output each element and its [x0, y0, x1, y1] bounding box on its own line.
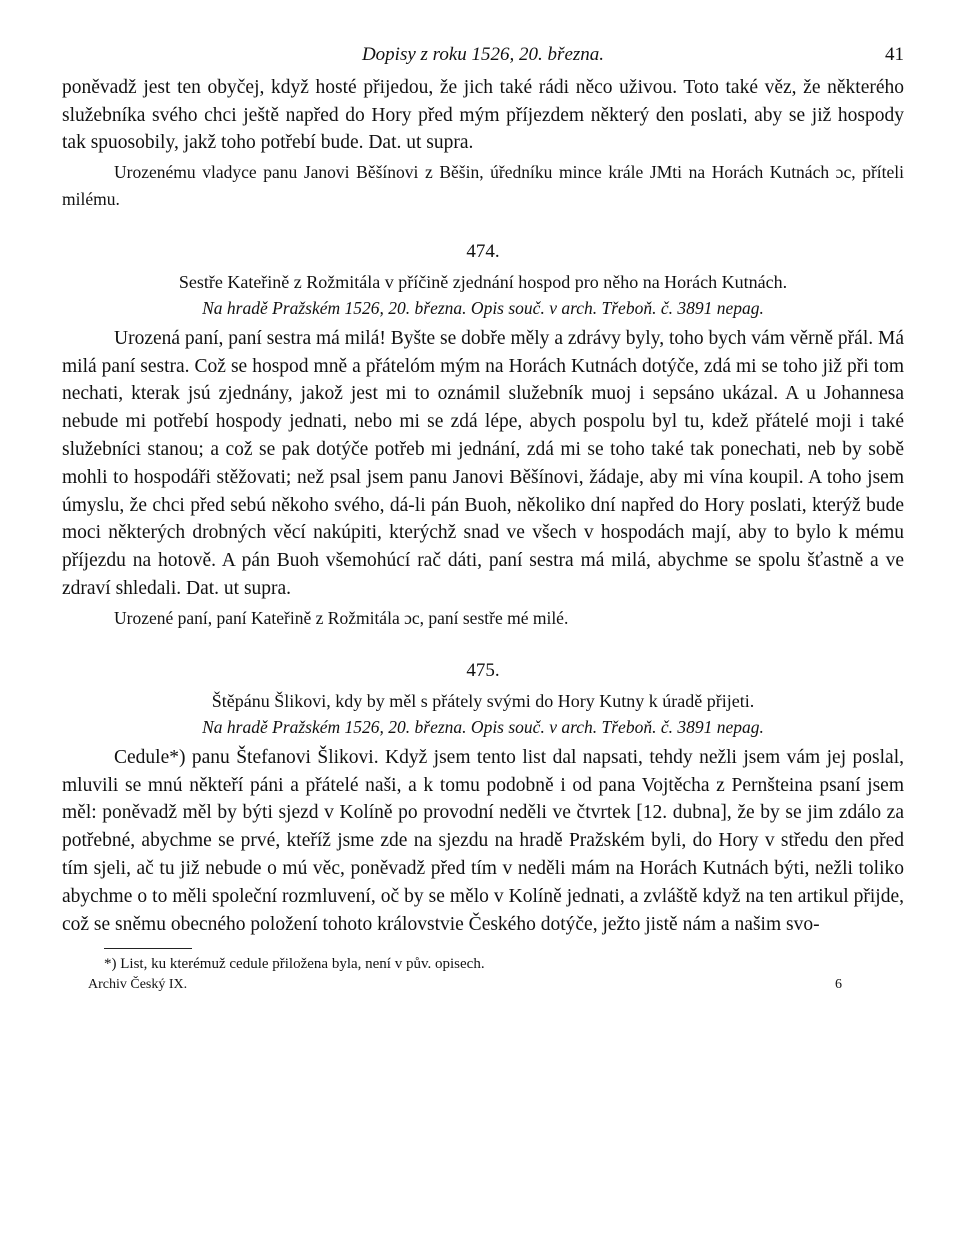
footnote: *) List, ku kterémuž cedule přiložena byla, není v pův. opisech. — [104, 956, 485, 973]
page-number: 41 — [885, 44, 904, 65]
letter-475-text: Cedule*) panu Štefanovi Šlikovi. Když jsem tento list dal napsati, tehdy nežli jsem vám jej poslal, mluvili se mnú někteří páni a přátelé naši, a k tomu podobně i od pana Vojtěcha z Pernšteina psaní jsem měl: poněvadž měl by býti sjezd v Kolíně po provodní neděli ve čtvrtek [12. dubna], že by se jim zdálo za potřebné, abychme se prvé, kteříž jsme zde na sjezdu na hradě Pražském byli, do Hory v středu den před tím sjeli, ač tu již nebude o mú věc, poněvadž před tím v neděli mám na Horách Kutnách býti, nežli toliko abychme o to měli společní rozmluvení, oč by se mělo v Kolíně jednati, a zvláště když na ten artikul přijde, což se sněmu obecného položení tohoto královstvie Českého dotýče, ježto jistě nám a našim svo- — [62, 746, 904, 935]
signature-title: Archiv Český IX. — [88, 977, 188, 993]
letter-474-number: 474. — [466, 240, 500, 262]
letter-474-summary: Sestře Kateřině z Rožmitála v příčině zjednání hospod pro něho na Horách Kutnách. — [178, 271, 788, 292]
letter-475-number: 475. — [466, 659, 500, 681]
letter-475-summary: Štěpánu Šlikovi, kdy by měl s přátely svými do Hory Kutny k úradě přijeti. — [211, 690, 755, 711]
letter-474-source: Na hradě Pražském 1526, 20. března. Opis souč. v arch. Třeboň. č. 3891 nepag. — [202, 297, 764, 318]
running-title: Dopisy z roku 1526, 20. března. — [361, 44, 605, 65]
printer-signature — [62, 977, 904, 1001]
letter-475-source: Na hradě Pražském 1526, 20. března. Opis souč. v arch. Třeboň. č. 3891 nepag. — [202, 716, 764, 737]
page-header — [62, 38, 904, 74]
signature-number: 6 — [835, 977, 842, 993]
letter-474-address: Urozené paní, paní Kateřině z Rožmitála ɔc, paní sestře mé milé. — [114, 607, 569, 628]
continuation-paragraph: poněvadž jest ten obyčej, když hosté přijedou, že jich také rádi něco uživou. Toto také věz, že některého služebníka svého chci ještě napřed do Hory před mým příjezdem některý den poslati, aby se již hospody tak spuosobily, jakž toho potřebí bude. Dat. ut supra. — [62, 77, 904, 154]
footnote-divider — [104, 948, 192, 949]
document-page — [62, 38, 904, 1001]
letter-474-text: Urozená paní, paní sestra má milá! Byšte se dobře měly a zdrávy byly, toho bych vám věrně přál. Má milá paní sestra. Což se hospod mně a přátelóm mým na Horách Kutnách dotýče, zdá mi se toho již při tom nechati, kterak jsú zjednány, jakož jest mi to oznámil služebník muoj i sepsáno ukázal. A u Johannesa nebude mi potřebí hospody jednati, nebo mi se zdá lépe, abych pospolu byl tu, kdež přátelé moji i také služebníci stanou; a což se pak dotýče potřeb mi jednání, zdá mi se toho také tak ponechati, neb by sobě mohli to hospodáři stěžovati; než psal jsem panu Janovi Běšínovi, žádaje, aby mi vína koupil. A toho jsem úmyslu, že chci před sebú někoho svého, dá-li pán Buoh, několiko dní napřed do Hory poslati, kterýž bude moci některých drobných věcí nakúpiti, kterýchž snad ve všech v hospodách mají, aby to bylo k mému příjezdu na hotově. A pán Buoh všemohúcí rač dáti, paní sestra má milá, abychme se spolu šťastně a ve zdraví shledali. Dat. ut supra. — [62, 327, 904, 599]
continuation-address: Urozenému vladyce panu Janovi Běšínovi z Běšin, úředníku mince krále JMti na Horách Kutnách ɔc, příteli milému. — [62, 161, 904, 209]
